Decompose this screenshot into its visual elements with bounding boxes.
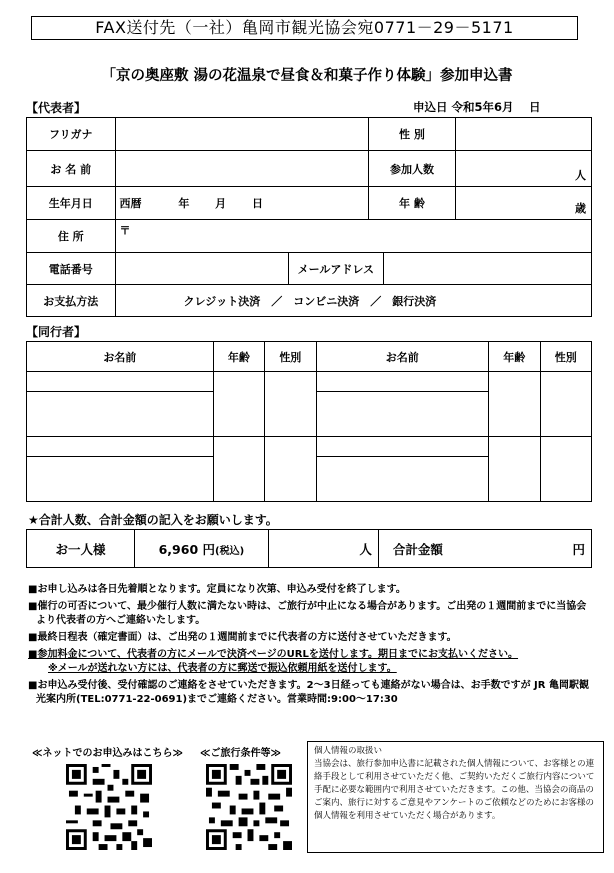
companion-name-field[interactable]: [27, 392, 214, 437]
participants-label: 参加人数: [369, 151, 456, 187]
note-3: ■最終日程表（確定書面）は、ご出発の１週間前までに代表者の方に送付させていただきます。: [28, 632, 457, 643]
payment-options-text: クレジット決済 ／ コンビニ決済 ／ 銀行決済: [183, 294, 437, 308]
total-label: 合計金額: [392, 541, 443, 557]
companion-furigana-field[interactable]: [316, 437, 489, 457]
note-5: ■お申込み受付後、受付確認のご連絡をさせていただきます。2～3日経っても連絡がない場合は、お手数ですが JR 亀岡駅観: [28, 680, 589, 691]
companion-gender-field[interactable]: [540, 372, 591, 437]
payment-options[interactable]: [115, 285, 592, 317]
form-title: 「京の奥座敷 湯の花温泉で昼食＆和菓子作り体験」参加申込書: [101, 68, 513, 84]
address-field[interactable]: [115, 220, 591, 253]
note-4: ■参加料金について、代表者の方にメールで決済ページのURLを送付します。期日までにお支払いください。: [28, 649, 519, 660]
companion-gender-field[interactable]: [540, 437, 591, 502]
yen-unit: 円: [572, 541, 585, 557]
companion-age-field[interactable]: [213, 372, 264, 437]
companion-furigana-field[interactable]: [27, 437, 214, 457]
total-notice: ★合計人数、合計金額の記入をお願いします。: [28, 513, 278, 527]
persons-field[interactable]: [268, 530, 378, 568]
companion-age-field[interactable]: [213, 437, 264, 502]
person-unit: 人: [575, 169, 586, 182]
gender-field[interactable]: [455, 118, 591, 151]
name-field[interactable]: [115, 151, 369, 187]
privacy-box: [307, 741, 604, 853]
per-person-label: お一人様: [27, 530, 135, 568]
price-cell: [134, 530, 268, 568]
qr-conditions-label: ≪ご旅行条件等≫: [200, 748, 281, 759]
qr-code-conditions-icon[interactable]: [206, 764, 292, 850]
phone-label: 電話番号: [27, 253, 116, 285]
price-value: 6,960 円: [158, 541, 215, 557]
birthdate-field[interactable]: [115, 187, 369, 220]
companion-name-field[interactable]: [316, 457, 489, 502]
email-field[interactable]: [384, 253, 592, 285]
phone-field[interactable]: [115, 253, 288, 285]
apply-date: 申込日 令和5年6月 日: [413, 100, 541, 114]
companion-gender-field[interactable]: [265, 372, 316, 437]
companion-name-header: お名前: [27, 342, 214, 372]
companion-name-header-2: お名前: [316, 342, 489, 372]
note-2-cont: より代表者の方へご連絡いたします。: [36, 615, 206, 626]
rep-table-2: [26, 252, 592, 317]
age-unit: 歳: [575, 202, 586, 215]
privacy-title: 個人情報の取扱い: [314, 746, 383, 756]
companion-name-field[interactable]: [27, 457, 214, 502]
companion-table: [26, 341, 592, 502]
name-label: お 名 前: [27, 151, 116, 187]
email-label: メールアドレス: [288, 253, 384, 285]
notes: [28, 583, 608, 707]
birth-value: 西暦 年 月 日: [119, 197, 264, 210]
rep-table: [26, 117, 592, 253]
companion-age-header-2: 年齢: [489, 342, 540, 372]
qr-code-online-icon[interactable]: [66, 764, 152, 850]
fax-header: FAX送付先（一社）亀岡市観光協会宛0771－29－5171: [31, 16, 578, 40]
companion-gender-field[interactable]: [265, 437, 316, 502]
companion-section-heading: 【同行者】: [26, 325, 87, 339]
rep-section-heading: 【代表者】: [26, 101, 87, 115]
note-5-cont: 光案内所(TEL:0771-22-0691)までご連絡ください。営業時間:9:00～17:30: [36, 694, 398, 705]
companion-name-field[interactable]: [316, 392, 489, 437]
persons-unit: 人: [359, 541, 372, 557]
companion-gender-header-2: 性別: [540, 342, 591, 372]
payment-label: お支払方法: [27, 285, 116, 317]
qr-online-label: ≪ネットでのお申込みはこちら≫: [32, 748, 183, 759]
address-label: 住 所: [27, 220, 116, 253]
companion-furigana-field[interactable]: [27, 372, 214, 392]
postal-mark: 〒: [119, 224, 131, 237]
note-4-sub: ※メールが送れない方には、代表者の方に郵送で振込依頼用紙を送付します。: [48, 663, 397, 674]
companion-age-header: 年齢: [213, 342, 264, 372]
gender-label: 性 別: [369, 118, 456, 151]
participants-field[interactable]: [455, 151, 591, 187]
birthdate-label: 生年月日: [27, 187, 116, 220]
age-label: 年 齢: [369, 187, 456, 220]
tax-note: (税込): [215, 545, 245, 557]
age-field[interactable]: [455, 187, 591, 220]
furigana-field[interactable]: [115, 118, 369, 151]
companion-gender-header: 性別: [265, 342, 316, 372]
privacy-text: 当協会は、旅行参加申込書に記載された個人情報について、お客様との連絡手段として利用させていただく他、ご契約いただくご旅行内容について手配に必要な範囲内で利用させていただきます。この他、当協会の商品のご案内、旅行に対するご意見やアンケートのご依頼などのためにお客様の個人情報を利用させていただく場合があります。: [314, 759, 595, 821]
companion-age-field[interactable]: [489, 437, 540, 502]
note-1: ■お申し込みは各日先着順となります。定員になり次第、申込み受付を終了します。: [28, 584, 406, 595]
total-field[interactable]: [378, 530, 591, 568]
companion-furigana-field[interactable]: [316, 372, 489, 392]
price-table: [26, 529, 592, 568]
note-2: ■催行の可否について、最少催行人数に満たない時は、ご旅行が中止になる場合があります。ご出発の１週間前までに当協会: [28, 601, 587, 612]
furigana-label: フリガナ: [27, 118, 116, 151]
companion-age-field[interactable]: [489, 372, 540, 437]
